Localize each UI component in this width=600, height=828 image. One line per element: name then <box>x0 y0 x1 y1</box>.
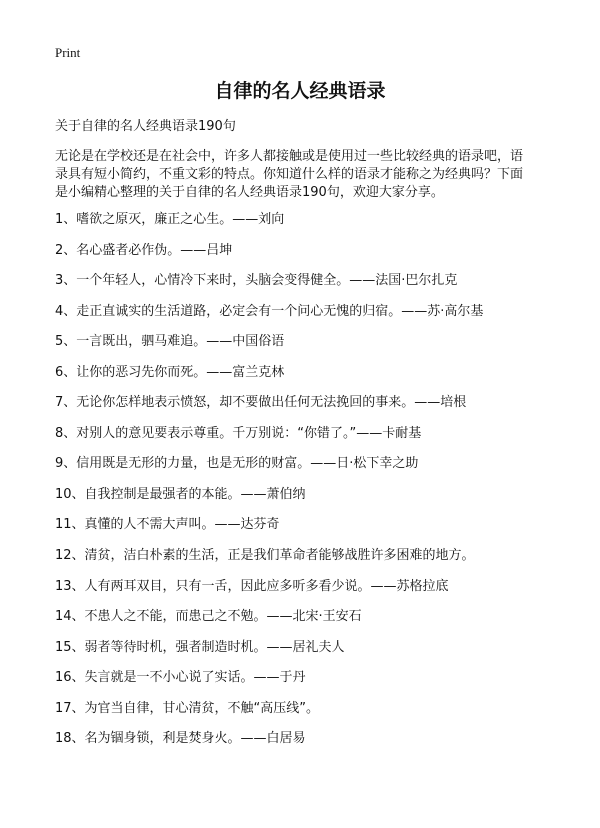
quote-item: 15、弱者等待时机，强者制造时机。——居礼夫人 <box>55 639 345 655</box>
quote-item: 12、清贫，洁白朴素的生活，正是我们革命者能够战胜许多困难的地方。 <box>55 548 475 564</box>
quote-item: 11、真懂的人不需大声叫。——达芬奇 <box>55 517 280 533</box>
quote-item: 17、为官当自律，甘心清贫，不触“高压线”。 <box>55 700 320 716</box>
quote-item: 10、自我控制是最强者的本能。——萧伯纳 <box>55 486 306 502</box>
intro-line: 无论是在学校还是在社会中，许多人都接触或是使用过一些比较经典的语录吧，语 <box>55 149 524 164</box>
intro-line: 录具有短小简约，不重文彩的特点。你知道什么样的语录才能称之为经典吗？下面 <box>55 167 524 182</box>
quote-item: 9、信用既是无形的力量，也是无形的财富。——日·松下幸之助 <box>55 456 419 472</box>
quote-item: 6、让你的恶习先你而死。——富兰克林 <box>55 364 285 380</box>
print-label: Print <box>55 45 81 60</box>
quote-item: 7、无论你怎样地表示愤怒，却不要做出任何无法挽回的事来。——培根 <box>55 395 467 411</box>
quote-item: 1、嗜欲之原灭，廉正之心生。——刘向 <box>55 212 285 227</box>
quote-item: 16、失言就是一不小心说了实话。——于丹 <box>55 670 306 686</box>
quote-item: 3、一个年轻人，心情冷下来时，头脑会变得健全。——法国·巴尔扎克 <box>55 273 458 289</box>
subtitle: 关于自律的名人经典语录190句 <box>55 119 236 134</box>
quote-item: 5、一言既出，驷马难追。——中国俗语 <box>55 334 285 350</box>
quote-item: 2、名心盛者必作伪。——吕坤 <box>55 242 233 258</box>
quote-item: 14、不患人之不能，而患己之不勉。——北宋·王安石 <box>55 609 362 625</box>
quote-list <box>55 211 575 761</box>
quote-item: 4、走正直诚实的生活道路，必定会有一个问心无愧的归宿。——苏·高尔基 <box>55 303 484 319</box>
quote-item: 18、名为锢身锁，利是焚身火。——白居易 <box>55 731 306 747</box>
quote-item: 8、对别人的意见要表示尊重。千万别说：“你错了。”——卡耐基 <box>55 425 422 441</box>
quote-item: 13、人有两耳双目，只有一舌，因此应多听多看少说。——苏格拉底 <box>55 578 449 594</box>
intro-paragraph <box>55 148 555 202</box>
intro-line: 是小编精心整理的关于自律的名人经典语录190句，欢迎大家分享。 <box>55 185 444 200</box>
page-title: 自律的名人经典语录 <box>214 80 386 102</box>
